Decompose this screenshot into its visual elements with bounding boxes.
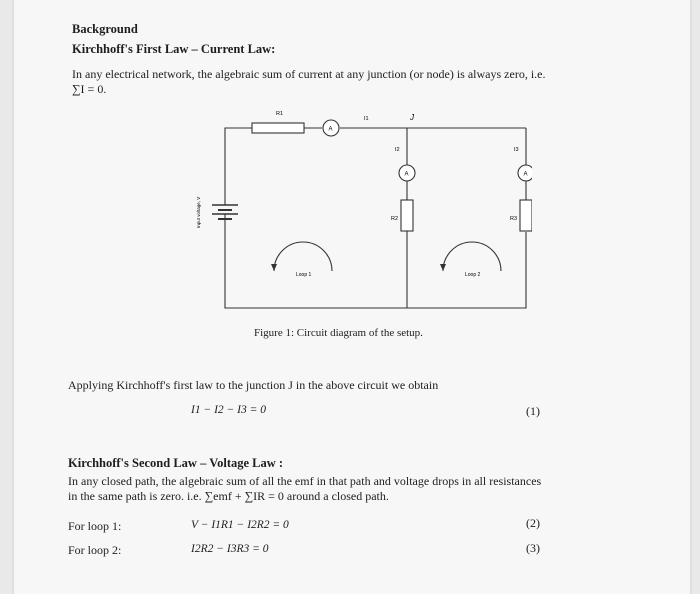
first-law-line2: ∑I = 0.: [72, 82, 107, 96]
ammeter-label-2: A: [404, 171, 409, 178]
equation-1-number: (1): [526, 404, 540, 418]
label-r3: R3: [510, 216, 518, 222]
equation-1: I1 − I2 − I3 = 0: [191, 404, 267, 416]
applying-text: Applying Kirchhoff's first law to the junction J in the above circuit we obtain: [68, 378, 439, 392]
label-r2: R2: [391, 216, 399, 222]
label-input-voltage: Input voltage, V: [196, 196, 201, 228]
ammeter-label-3: A: [523, 171, 528, 178]
background-heading: Background: [72, 22, 138, 36]
label-loop2: Loop 2: [465, 272, 481, 278]
second-law-line1: In any closed path, the algebraic sum of all the emf in that path and voltage drops in all resistances: [68, 474, 542, 488]
ammeter-label-1: A: [328, 126, 333, 133]
label-r1: R1: [276, 111, 284, 117]
first-law-line1: In any electrical network, the algebraic sum of current at any junction (or node) is always zero, i.e.: [72, 67, 546, 81]
loop1-label: For loop 1:: [68, 519, 122, 533]
loop2-label: For loop 2:: [68, 543, 122, 557]
label-loop1: Loop 1: [296, 272, 312, 278]
document-page: [14, 0, 690, 594]
label-i3: I3: [514, 147, 519, 153]
label-i2: I2: [395, 147, 400, 153]
circuit-diagram: [192, 100, 532, 315]
label-junction: J: [410, 113, 414, 122]
second-law-heading: Kirchhoff's Second Law – Voltage Law :: [68, 456, 284, 470]
figure-caption: Figure 1: Circuit diagram of the setup.: [254, 327, 423, 339]
loop2-equation: I2R2 − I3R3 = 0: [191, 543, 269, 555]
loop1-equation: V − I1R1 − I2R2 = 0: [191, 519, 289, 531]
loop1-number: (2): [526, 516, 540, 530]
first-law-heading: Kirchhoff's First Law – Current Law:: [72, 42, 276, 56]
loop2-number: (3): [526, 541, 540, 555]
label-i1: I1: [364, 116, 369, 122]
second-law-line2: in the same path is zero. i.e. ∑emf + ∑IR = 0 around a closed path.: [68, 489, 389, 503]
